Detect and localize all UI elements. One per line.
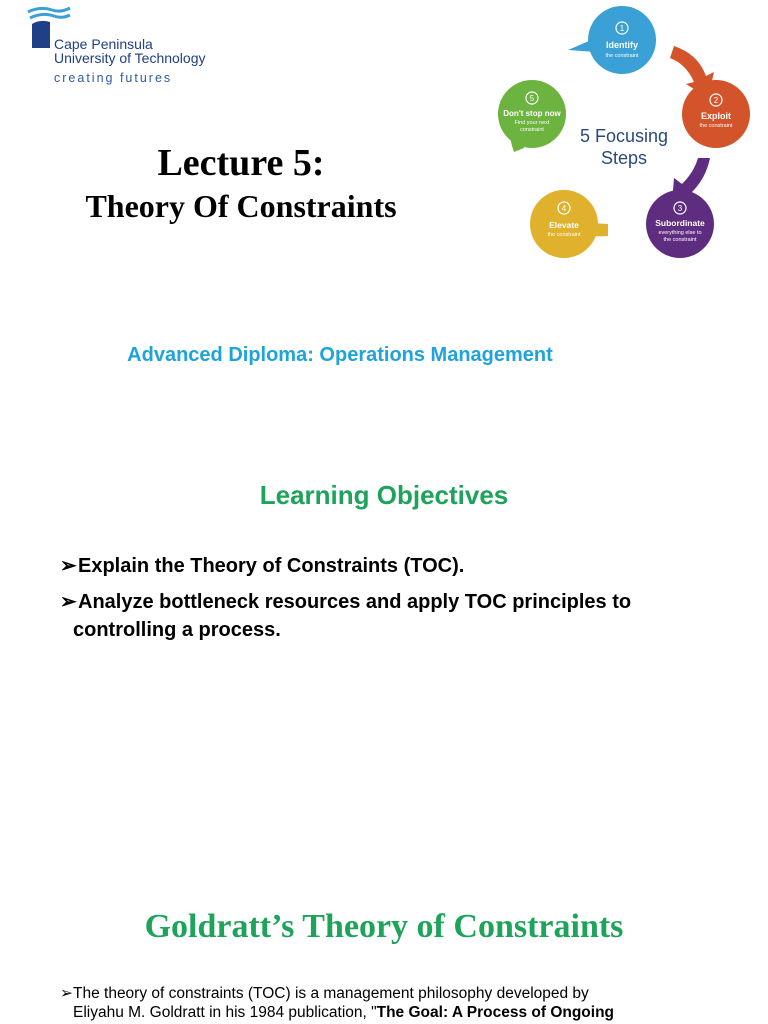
step-2-title: Exploit <box>700 111 732 121</box>
step-4-title: Elevate <box>549 220 579 230</box>
step-4-number: 4 <box>561 204 567 213</box>
goldratt-heading: Goldratt’s Theory of Constraints <box>144 908 624 945</box>
step-5-sub2: constraint <box>520 127 544 133</box>
lecture-number: Lecture 5: <box>157 142 325 184</box>
step-1-title: Identify <box>605 40 639 50</box>
step-4-sub: the constraint <box>547 232 581 238</box>
step-4 <box>530 190 598 258</box>
step-5-sub1: Find your next <box>514 120 550 126</box>
course-title: Advanced Diploma: Operations Management <box>127 344 553 366</box>
lecture-topic: Theory Of Constraints <box>85 188 397 224</box>
step-2-sub: the constraint <box>699 123 733 129</box>
objective-item-continued: controlling a process. <box>73 619 281 641</box>
step-3-sub1: everything else to <box>658 230 702 236</box>
step-5-title: Don't stop now <box>503 109 561 118</box>
step-3-sub2: the constraint <box>663 237 697 243</box>
step-3-number: 3 <box>677 204 683 213</box>
learning-objectives-heading: Learning Objectives <box>259 480 509 510</box>
step-1 <box>588 6 656 74</box>
arrow-bullet-icon: ➢ <box>60 555 77 577</box>
step-2-number: 2 <box>713 96 719 105</box>
step-5-number: 5 <box>529 94 535 103</box>
focusing-steps-cycle <box>488 2 760 264</box>
lecture-title <box>40 140 442 226</box>
logo-name-line2: University of Technology <box>54 50 206 66</box>
objective-item: ➢Analyze bottleneck resources and apply TOC principles to <box>60 588 631 616</box>
goldratt-paragraph-line1: ➢The theory of constraints (TOC) is a management philosophy developed by <box>60 985 589 1002</box>
step-1-number: 1 <box>619 24 625 33</box>
objective-item: ➢Explain the Theory of Constraints (TOC). <box>60 552 464 580</box>
step-5 <box>498 80 566 148</box>
logo-name-line1: Cape Peninsula <box>54 36 153 52</box>
step-1-sub: the constraint <box>605 53 639 59</box>
cycle-center-line1: 5 Focusing <box>579 126 669 146</box>
step-3 <box>646 190 714 258</box>
arrow-bullet-icon: ➢ <box>60 985 73 1002</box>
cycle-center-line2: Steps <box>600 148 648 168</box>
step-2 <box>682 80 750 148</box>
step-3-title: Subordinate <box>655 218 705 228</box>
logo-tagline: creating futures <box>54 71 173 85</box>
arrow-bullet-icon: ➢ <box>60 591 77 613</box>
goldratt-paragraph-line2: Eliyahu M. Goldratt in his 1984 publication, "The Goal: A Process of Ongoing <box>73 1004 615 1021</box>
university-logo <box>24 4 244 90</box>
